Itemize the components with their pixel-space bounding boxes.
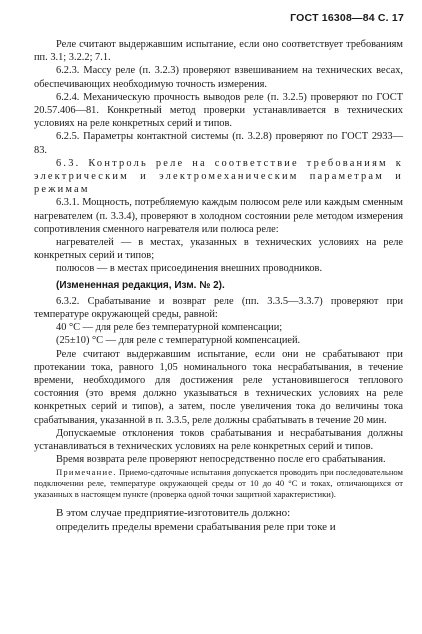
paragraph: 6.2.5. Параметры контактной системы (п. 3.2.8) проверяют по ГОСТ 2933—83.	[34, 131, 403, 156]
paragraph: 6.3.1. Мощность, потребляемую каждым полюсом реле или каждым сменным нагревателем (п. 3.3.4), проверяют в холодном состоянии реле методом измерения сопротивления сменного нагревателя или полюса реле:	[34, 197, 403, 235]
note-paragraph	[34, 467, 403, 500]
paragraph: 6.2.4. Механическую прочность выводов реле (п. 3.2.5) проверяют по ГОСТ 20.57.406—81. Конкретный метод проверки устанавливается в технических условиях на реле конкретных серий и типов.	[34, 91, 403, 130]
document-ending	[34, 506, 403, 534]
paragraph: 40 °C — для реле без температурной компенсации;	[56, 322, 283, 334]
note-text: Приемо-сдаточные испытания допускается проводить при последовательном подключении реле, температуре окружающей среды от 10 до 40 °C и токах, отличающихся от указанных в настоящем пункте (проверка одной точки защитной характеристики).	[34, 466, 403, 499]
paragraph: В этом случае предприятие-изготовитель должно:	[56, 506, 291, 519]
paragraph: нагревателей — в местах, указанных в технических условиях на реле конкретных серий и типов;	[34, 237, 403, 262]
document-body	[34, 38, 403, 534]
page-header: ГОСТ 16308—84 С. 17	[290, 12, 404, 24]
paragraph: полюсов — в местах присоединения внешних проводников.	[56, 263, 323, 275]
paragraph: Время возврата реле проверяют непосредственно после его срабатывания.	[56, 454, 386, 466]
paragraph: 6.2.3. Массу реле (п. 3.2.3) проверяют взвешиванием на технических весах, обеспечивающих необходимую точность измерения.	[34, 65, 403, 90]
section-heading: 6.3. Контроль реле на соответствие требованиям к электрическим и электромеханическим параметрам и режимам	[34, 157, 403, 196]
paragraph: (25±10) °C — для реле с температурной компенсацией.	[56, 335, 301, 347]
paragraph: Реле считают выдержавшим испытание, если оно соответствует требованиям пп. 3.1; 3.2.2; 7.1.	[34, 39, 403, 64]
paragraph: Допускаемые отклонения токов срабатывания и несрабатывания должны устанавливаться в технических условиях на реле конкретных серий и типов.	[34, 427, 403, 453]
paragraph: 6.3.2. Срабатывание и возврат реле (пп. 3.3.5—3.3.7) проверяют при температуре окружающей среды, равной:	[34, 295, 403, 321]
paragraph: определить пределы времени срабатывания реле при токе и	[56, 520, 336, 533]
note-lead: Примечание.	[56, 466, 117, 477]
amendment-note: (Измененная редакция, Изм. № 2).	[56, 279, 225, 291]
paragraph: Реле считают выдержавшим испытание, если они не срабатывают при протекании тока, равного 1,05 номинального тока несрабатывания, в течение времени, необходимого для достижения реле установившегося теплового состояния (это время должно указываться в технических условиях на реле конкретных серий и типов), а затем, после увеличения тока до величины тока срабатывания, указанной в п. 3.3.5, реле должны срабатывать в течение 20 мин.	[34, 348, 403, 426]
